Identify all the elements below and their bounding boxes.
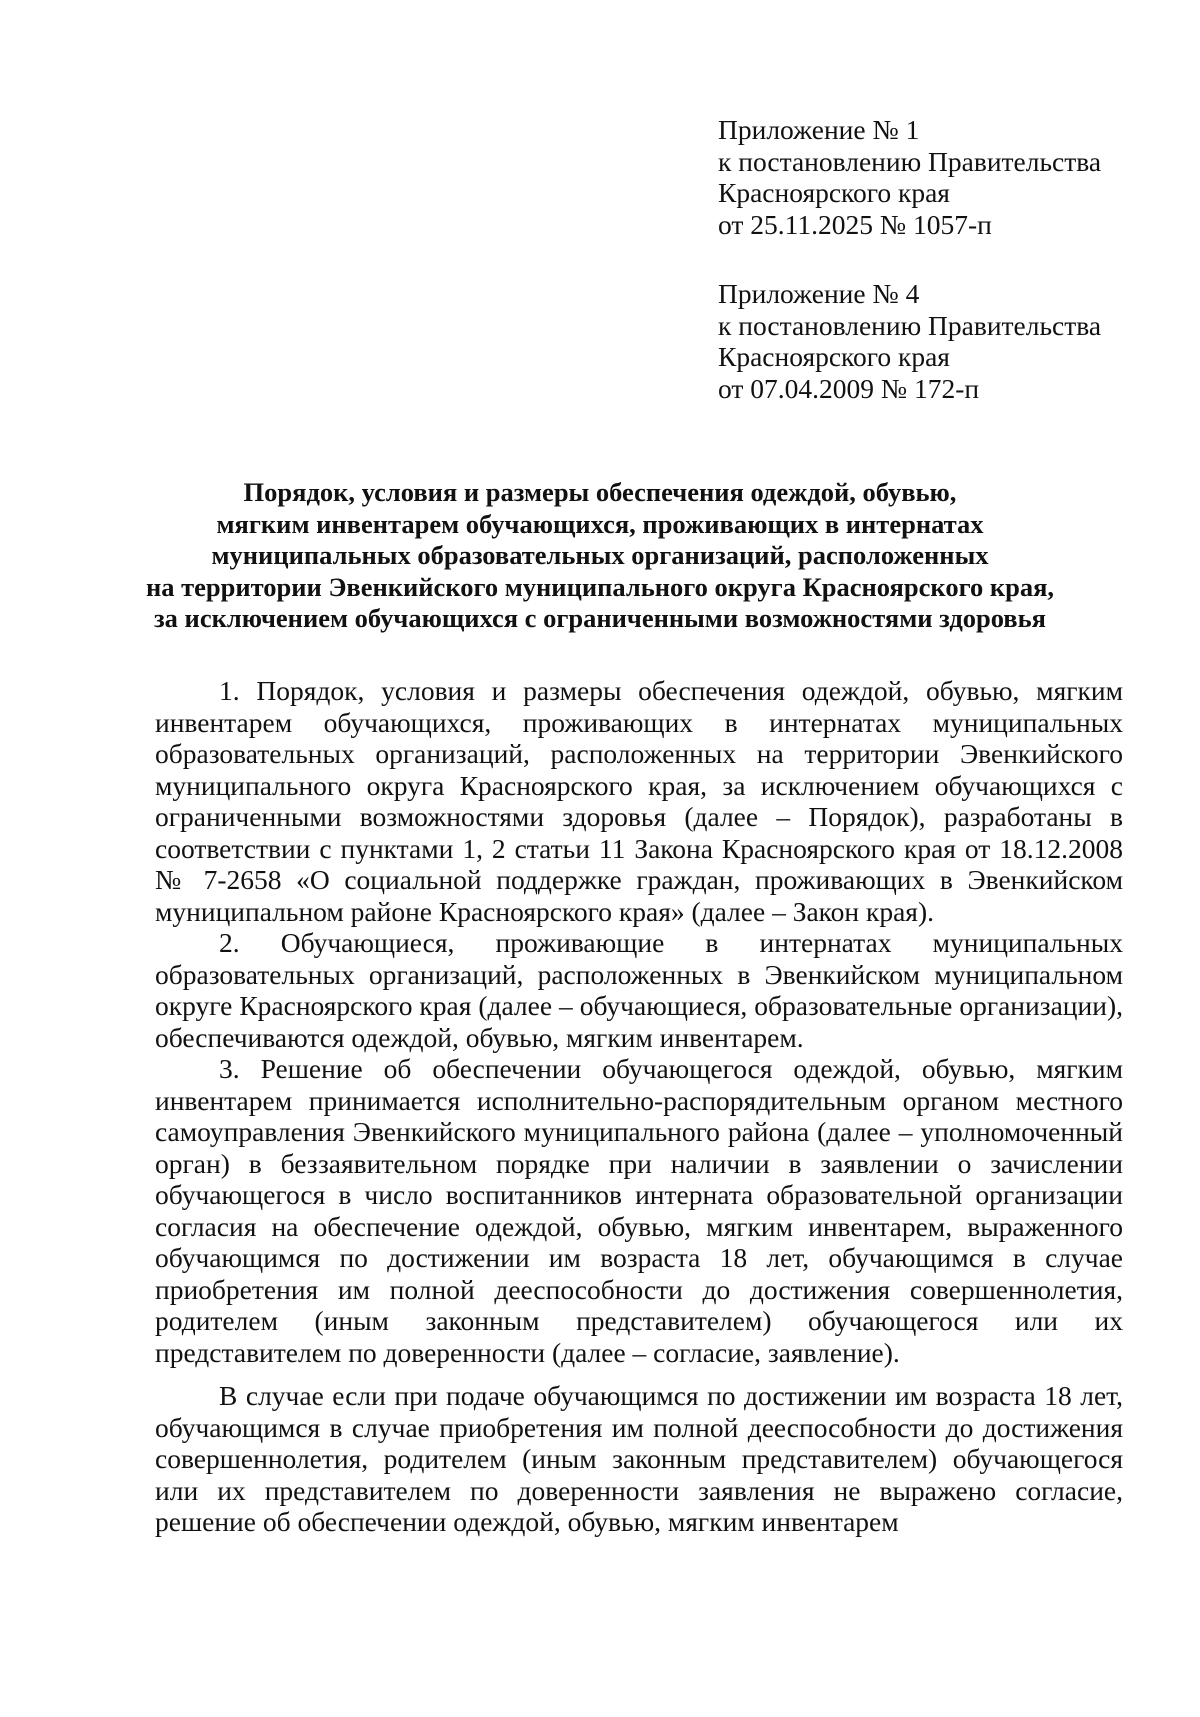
title-line: Порядок, условия и размеры обеспечения одеждой, обувью, — [243, 477, 957, 507]
paragraph-2: 2. Обучающиеся, проживающие в интернатах муниципальных образовательных организаций, расположенных в Эвенкийском муниципальном округе Красноярского края (далее – обучающиеся, образовательные организации), обеспечиваются одеждой, обувью, мягким инвентарем. — [155, 927, 1123, 1053]
appendix-1-line-2: к постановлению Правительства — [718, 145, 1102, 177]
title-line: на территории Эвенкийского муниципального округа Красноярского края, — [145, 571, 1055, 602]
appendix-4-line-4: от 07.04.2009 № 172-п — [718, 372, 980, 404]
appendix-1-line-1: Приложение № 1 — [718, 114, 920, 145]
paragraph-3: 3. Решение об обеспечении обучающегося одеждой, обувью, мягким инвентарем принимается исполнительно-распорядительным органом местного самоуправления Эвенкийского муниципального района (далее – уполномоченный орган) в беззаявительном порядке при наличии в заявлении о зачислении обучающегося в число воспитанников интерната образовательной организации согласия на обеспечение одеждой, обувью, мягким инвентарем, выраженного обучающимся по достижении им возраста 18 лет, обучающимся в случае приобретения им полной дееспособности до достижения совершеннолетия, родителем (иным законным представителем) обучающегося или их представителем по доверенности (далее – согласие, заявление). — [155, 1053, 1123, 1368]
appendix-1-line-4: от 25.11.2025 № 1057-п — [718, 208, 992, 240]
title-line: мягким инвентарем обучающихся, проживающих в интернатах — [216, 508, 984, 539]
appendix-1-header — [718, 114, 1101, 240]
appendix-4-line-3: Красноярского края — [718, 341, 950, 372]
appendix-1-line-3: Красноярского края — [718, 177, 950, 208]
paragraph-4: В случае если при подаче обучающимся по достижении им возраста 18 лет, обучающимся в случае приобретения им полной дееспособности до достижения совершеннолетия, родителем (иным законным представителем) обучающегося или их представителем по доверенности заявления не выражено согласие, решение об обеспечении одеждой, обувью, мягким инвентарем — [155, 1380, 1123, 1537]
document-title — [120, 477, 1080, 635]
appendix-4-line-2: к постановлению Правительства — [718, 309, 1102, 341]
paragraph-1: 1. Порядок, условия и размеры обеспечения одеждой, обувью, мягким инвентарем обучающихся, проживающих в интернатах муниципальных образовательных организаций, расположенных на территории Эвенкийского муниципального округа Красноярского края, за исключением обучающихся с ограниченными возможностями здоровья (далее – Порядок), разработаны в соответствии с пунктами 1, 2 статьи 11 Закона Красноярского края от 18.12.2008 № 7-2658 «О социальной поддержке граждан, проживающих в Эвенкийском муниципальном районе Красноярского края» (далее – Закон края). — [155, 675, 1123, 927]
appendix-4-line-1: Приложение № 4 — [718, 278, 920, 309]
title-line: муниципальных образовательных организаций, расположенных — [211, 540, 989, 570]
document-body — [155, 675, 1123, 1538]
appendix-4-header — [718, 278, 1101, 404]
title-line: за исключением обучающихся с ограниченными возможностями здоровья — [154, 603, 1046, 633]
